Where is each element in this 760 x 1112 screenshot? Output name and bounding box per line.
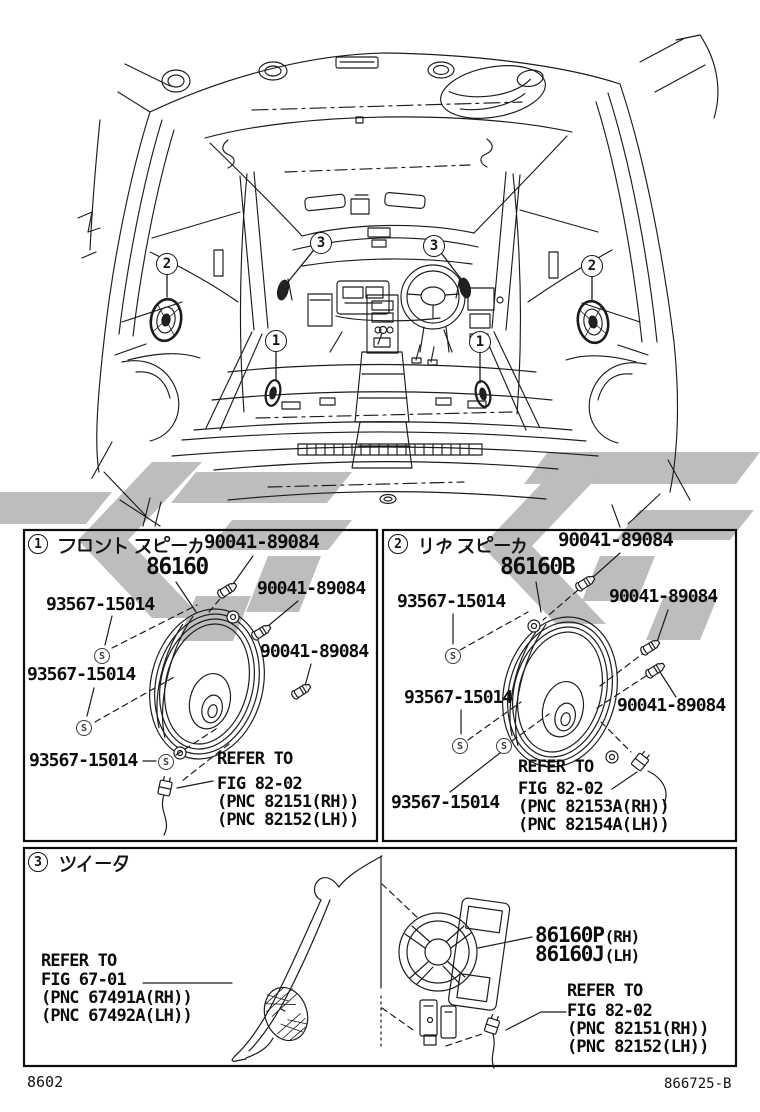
page-code: 8602 xyxy=(27,1073,64,1091)
refer-note-line: FIG 67-01 xyxy=(41,970,126,990)
part-number-bolt: 90041-89084 xyxy=(617,695,726,716)
pillar-garnish-drawing xyxy=(143,856,382,1061)
rear-speaker-location-right xyxy=(575,299,612,346)
callout-front-left: 1 xyxy=(265,330,287,352)
part-number-speaker: 86160 xyxy=(146,554,208,580)
refer-note-line: FIG 82-02 xyxy=(567,1001,652,1021)
callout-tweeter-left: 3 xyxy=(310,232,332,254)
part-number-bolt: 90041-89084 xyxy=(257,578,366,599)
s-clip-symbol: S xyxy=(158,754,174,770)
refer-note-line: FIG 82-02 xyxy=(217,774,302,794)
part-number-bolt: 90041-89084 xyxy=(558,529,673,551)
part-number-speaker: 86160B xyxy=(500,554,575,580)
part-number-clip: 93567-15014 xyxy=(27,664,136,685)
refer-note-line: (PNC 82153A(RH)) xyxy=(518,797,669,817)
callout-leader-lines xyxy=(167,251,592,383)
screw-icon xyxy=(250,623,272,642)
part-number-bolt: 90041-89084 xyxy=(260,641,369,662)
part-number-clip: 93567-15014 xyxy=(391,792,500,813)
refer-note-line: REFER TO xyxy=(217,749,293,769)
part-number-bolt: 90041-89084 xyxy=(609,586,718,607)
screw-icon xyxy=(290,682,312,701)
callout-rear-left: 2 xyxy=(156,253,178,275)
callout-rear-right: 2 xyxy=(581,255,603,277)
part-number-bolt: 90041-89084 xyxy=(204,531,319,553)
connector-icon xyxy=(484,1014,501,1035)
refer-note-line: (PNC 82152(LH)) xyxy=(567,1037,709,1057)
callout-front-right: 1 xyxy=(469,331,491,353)
refer-note-line: (PNC 67491A(RH)) xyxy=(41,988,192,1008)
part-number-clip: 93567-15014 xyxy=(29,750,138,771)
panel3-number-badge: 3 xyxy=(28,852,48,872)
panel1-number-badge: 1 xyxy=(28,534,48,554)
part-number-clip: 93567-15014 xyxy=(404,687,513,708)
part-number-tweeter-lh: 86160J (LH) xyxy=(535,942,640,966)
tweeter-drawing xyxy=(382,884,566,1068)
connector-icon xyxy=(158,776,173,796)
refer-note-line: REFER TO xyxy=(41,951,117,971)
panel2-number-badge: 2 xyxy=(388,534,408,554)
figure-code: 866725-B xyxy=(664,1076,732,1092)
s-clip-symbol: S xyxy=(94,648,110,664)
refer-note-line: (PNC 82151(RH)) xyxy=(567,1019,709,1039)
refer-note-line: (PNC 67492A(LH)) xyxy=(41,1006,192,1026)
refer-note-line: REFER TO xyxy=(518,757,594,777)
part-number-clip: 93567-15014 xyxy=(397,591,506,612)
tweeter-location-left xyxy=(276,279,292,301)
refer-note-line: FIG 82-02 xyxy=(518,779,603,799)
s-clip-symbol: S xyxy=(76,720,92,736)
s-clip-symbol: S xyxy=(445,648,461,664)
refer-note-line: (PNC 82151(RH)) xyxy=(217,792,359,812)
s-clip-symbol: S xyxy=(496,738,512,754)
callout-tweeter-right: 3 xyxy=(423,235,445,257)
refer-note-line: (PNC 82152(LH)) xyxy=(217,810,359,830)
part-number-clip: 93567-15014 xyxy=(46,594,155,615)
rear-speaker-location-left xyxy=(148,297,185,344)
refer-note-line: (PNC 82154A(LH)) xyxy=(518,815,669,835)
s-clip-symbol: S xyxy=(452,738,468,754)
part-number-tweeter-rh: 86160P (RH) xyxy=(535,923,640,947)
refer-note-line: REFER TO xyxy=(567,981,643,1001)
front-speaker-location-left xyxy=(263,379,282,407)
front-speaker-location-right xyxy=(473,380,492,408)
connector-icon xyxy=(631,750,652,772)
screw-icon xyxy=(639,638,661,657)
